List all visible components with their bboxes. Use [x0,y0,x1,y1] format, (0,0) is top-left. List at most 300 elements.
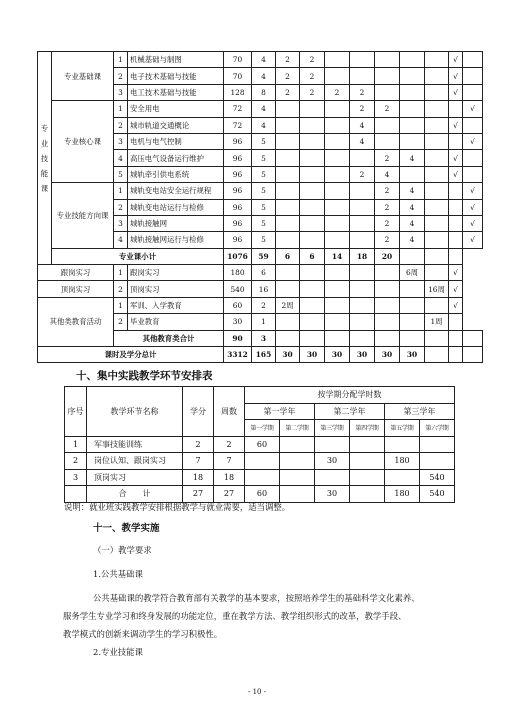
table-cell [350,183,375,199]
table-cell: 18 [183,469,214,486]
table-cell [463,52,483,68]
table-cell: 2 [375,199,400,215]
table-cell [300,265,325,281]
table-cell: 180 [224,265,252,281]
table2-header-row-1 [65,387,455,404]
table-cell: 3 [114,84,128,100]
table-cell [420,436,455,453]
header-name: 教学环节名称 [87,387,183,437]
table-cell [300,199,325,215]
table-cell [325,166,350,182]
table-cell [463,330,483,346]
other-total-label: 其他教育类合计 [114,330,224,346]
table-cell [276,166,300,182]
table-cell [375,281,400,297]
practice-name: 岗位认知、跟岗实习 [87,453,183,470]
course-name: 城轨接触网运行与检修 [128,232,224,248]
subtotal-row [38,248,483,264]
table-cell [325,232,350,248]
table-cell [325,68,350,84]
table-cell [276,199,300,215]
table-cell [400,297,425,313]
table-cell [449,232,463,248]
table-cell [300,183,325,199]
table-cell [425,232,449,248]
header-term-2: 第二学期 [280,420,315,437]
table-cell: 18 [214,469,245,486]
table-cell [276,265,300,281]
table-cell: 3 [114,133,128,149]
table-cell [325,133,350,149]
table-cell [300,297,325,313]
table-cell [325,265,350,281]
table-cell [300,117,325,133]
table-cell [400,84,425,100]
table-cell [375,314,400,330]
table-cell: 96 [224,232,252,248]
table-cell: 1 [114,52,128,68]
table-cell [300,101,325,117]
table-cell [350,199,375,215]
table-cell [276,232,300,248]
table-cell: √ [449,150,463,166]
table-cell [425,166,449,182]
other-row [38,297,483,313]
table2-row [65,453,455,470]
table-cell: √ [463,133,483,149]
table-cell: √ [449,297,463,313]
table-cell: 70 [224,52,252,68]
table-cell: √ [463,101,483,117]
table-cell [350,281,375,297]
table-cell: 5 [252,215,276,231]
table-cell: 2 [375,215,400,231]
table-cell [449,215,463,231]
course-plan-table [37,51,483,363]
table-cell [276,183,300,199]
table-cell: 96 [224,166,252,182]
table-cell [350,330,375,346]
course-name: 城轨变电站运行与检修 [128,199,224,215]
table-cell [385,436,420,453]
table-cell: 30 [300,347,325,363]
table-cell: 1 [65,436,87,453]
table-cell [276,150,300,166]
table-cell: 30 [224,314,252,330]
table-cell: 2 [375,150,400,166]
table-cell: 72 [224,117,252,133]
table-cell [276,133,300,149]
table-row [38,101,483,117]
course-name: 军训、入学教育 [128,297,224,313]
table-cell [425,183,449,199]
table-cell: 2 [325,84,350,100]
table-cell: 2 [114,199,128,215]
course-name: 城市轨道交通概论 [128,117,224,133]
table-cell: 4 [252,117,276,133]
course-name: 城轨牵引供电系统 [128,166,224,182]
table-cell [280,486,315,503]
table-cell: 6周 [400,265,425,281]
table-cell: 16 [252,281,276,297]
header-term-5: 第五学期 [385,420,420,437]
table-cell: 2 [350,84,375,100]
table-cell: 7 [183,453,214,470]
table-cell: 1076 [224,248,252,264]
table-cell [350,297,375,313]
item-title-public: 1.公共基础课 [93,569,143,579]
table-cell: √ [449,84,463,100]
table-cell [350,52,375,68]
table-cell: 4 [375,166,400,182]
table-cell [449,199,463,215]
header-term-6: 第六学期 [420,420,455,437]
table-cell [276,117,300,133]
table-cell [280,453,315,470]
table-cell: 96 [224,183,252,199]
table-cell [449,347,463,363]
table-cell [350,265,375,281]
table-cell: 4 [400,232,425,248]
table-cell: 5 [114,166,128,182]
table-cell: 2 [214,436,245,453]
table-cell [350,469,385,486]
table-cell: 2 [276,84,300,100]
table-cell [325,330,350,346]
table-cell [315,469,350,486]
table-cell [280,469,315,486]
grand-total-row [38,347,483,363]
table-cell [350,314,375,330]
table-cell: 72 [224,101,252,117]
table-cell [400,248,425,264]
course-name: 电子技术基础与技能 [128,68,224,84]
table-cell: √ [463,199,483,215]
table-cell: 5 [252,183,276,199]
header-seq: 序号 [65,387,87,437]
table-cell [276,215,300,231]
table-cell [425,84,449,100]
table-cell: 2 [375,232,400,248]
table-cell [449,330,463,346]
table-cell [300,215,325,231]
table-cell: 2 [114,281,128,297]
table-cell: 30 [315,486,350,503]
table-cell: 4 [400,199,425,215]
table-cell [350,150,375,166]
table-cell: 18 [350,248,375,264]
group-other: 其他类教育活动 [38,297,114,346]
table-cell [280,436,315,453]
group-shadow-post: 跟岗实习 [38,265,114,281]
page-number: - 10 - [248,688,267,696]
table-cell: 4 [114,150,128,166]
course-name: 机械基础与制图 [128,52,224,68]
table-cell [400,281,425,297]
group-direction: 专业技能方向课 [52,183,114,249]
table-cell [300,281,325,297]
table-cell: 4 [252,101,276,117]
table-cell [276,101,300,117]
table-cell: 7 [214,453,245,470]
table-cell: 2 [114,68,128,84]
table-cell [400,166,425,182]
table-cell: √ [449,68,463,84]
table-cell [350,68,375,84]
table-cell: 16周 [425,281,449,297]
table-cell [300,150,325,166]
table-cell: 5 [252,232,276,248]
table-cell: 4 [350,133,375,149]
grand-total-label: 课时及学分总计 [38,347,224,363]
table-cell: √ [449,117,463,133]
table-cell [425,265,449,281]
table-cell [425,248,449,264]
table-cell: 2 [183,436,214,453]
course-name: 城轨变电站安全运行规程 [128,183,224,199]
table-cell [375,68,400,84]
table-cell [276,314,300,330]
table-cell [463,166,483,182]
table-cell [325,199,350,215]
table-row [38,183,483,199]
table-cell [425,297,449,313]
table-cell [425,68,449,84]
table-cell: 2 [276,68,300,84]
group-core: 专业核心课 [52,101,114,183]
table-cell [425,330,449,346]
table-cell [315,436,350,453]
group-professional-skill-label: 专业技能课 [40,123,49,193]
table-cell: 60 [224,297,252,313]
header-year-2: 第二学年 [315,403,385,420]
group-foundation: 专业基础课 [52,52,114,101]
table-cell: 4 [252,68,276,84]
table-cell: 5 [252,199,276,215]
header-distribution: 按学期分配学时数 [245,387,455,404]
table-cell: 540 [420,469,455,486]
table-cell: 90 [224,330,252,346]
table-cell: 180 [385,453,420,470]
table-cell: 2 [300,68,325,84]
table-cell [350,453,385,470]
header-year-1: 第一学年 [245,403,315,420]
course-name: 城轨接触网 [128,215,224,231]
table-cell [375,133,400,149]
table-cell [375,330,400,346]
table-cell: 8 [252,84,276,100]
table-cell [463,68,483,84]
table-cell [276,281,300,297]
table-cell [400,314,425,330]
table-cell: √ [449,52,463,68]
table-cell: 1 [114,265,128,281]
table-cell: 96 [224,199,252,215]
table-cell: 4 [400,150,425,166]
table-cell [400,133,425,149]
table-cell: 27 [214,486,245,503]
table-cell [300,133,325,149]
table-cell: √ [449,265,463,281]
course-name: 毕业教育 [128,314,224,330]
table-cell [375,297,400,313]
table-cell: 2 [375,183,400,199]
section-10-title: 十、集中实践教学环节安排表 [76,370,213,382]
table-cell: 30 [375,347,400,363]
table-cell [300,166,325,182]
table2-row [65,436,455,453]
table-cell [325,150,350,166]
course-name: 顶岗实习 [128,281,224,297]
group-top-post: 顶岗实习 [38,281,114,297]
table-cell [425,150,449,166]
table-cell: 5 [252,133,276,149]
table-cell: √ [463,232,483,248]
section-11-title: 十一、教学实施 [93,523,160,534]
paragraph-line: 服务学生专业学习和终身发展的功能定位，重在教学方法、教学组织形式的改革，教学手段、 [63,611,407,621]
table-cell [350,486,385,503]
table-cell: 30 [350,347,375,363]
table-cell [350,215,375,231]
table-cell [276,330,300,346]
table-cell: 3 [65,469,87,486]
table-cell: 1 [114,183,128,199]
table-cell [463,150,483,166]
practice-name: 顶岗实习 [87,469,183,486]
table-cell [350,232,375,248]
table-cell: 96 [224,150,252,166]
table-cell: √ [449,281,463,297]
header-year-3: 第三学年 [385,403,455,420]
course-name: 安全用电 [128,101,224,117]
table-cell [245,469,280,486]
header-term-4: 第四学期 [350,420,385,437]
table-cell: 5 [252,166,276,182]
table-cell [375,84,400,100]
table-cell: 2 [300,84,325,100]
table-cell [425,347,449,363]
table-cell [375,52,400,68]
table-cell: 27 [183,486,214,503]
table-cell: 2 [350,166,375,182]
table-cell: 30 [276,347,300,363]
table-cell [350,436,385,453]
table-cell: 2 [114,314,128,330]
table-cell [400,117,425,133]
table-note: 说明：就业班实践教学安排根据教学与就业需要，适当调整。 [64,502,291,512]
table-cell: 3 [114,215,128,231]
table-cell [449,101,463,117]
table-cell: 6 [276,248,300,264]
table-cell [425,52,449,68]
header-weeks: 周数 [214,387,245,437]
table-cell [325,52,350,68]
table-cell: 2周 [276,297,300,313]
header-term-1: 第一学期 [245,420,280,437]
paragraph-line: 教学模式的创新来调动学生的学习积极性。 [63,629,223,639]
table-cell: √ [449,166,463,182]
table-cell [400,101,425,117]
table-cell: 540 [420,486,455,503]
subsection-title: （一）教学要求 [93,545,152,555]
table-cell [300,314,325,330]
table-cell [449,314,463,330]
table-cell: 2 [276,52,300,68]
table-cell [425,133,449,149]
table-row [38,52,483,68]
table-cell: 4 [400,215,425,231]
table-cell [463,117,483,133]
table-cell [425,215,449,231]
table-cell: 4 [350,117,375,133]
practice-name: 军事技能训练 [87,436,183,453]
group-professional-skill [38,52,52,265]
table-cell: √ [463,183,483,199]
table-cell [449,248,463,264]
table-cell [463,84,483,100]
table-cell [420,453,455,470]
paragraph-line: 公共基础课的教学符合教育部有关教学的基本要求，按照培养学生的基础科学文化素养、 [93,593,420,603]
table-cell: 4 [400,183,425,199]
table-cell: 1 [252,314,276,330]
table-cell: 2 [252,297,276,313]
table-cell: 5 [252,150,276,166]
table-cell: 2 [350,101,375,117]
table-cell: 128 [224,84,252,100]
table-cell [300,330,325,346]
practice-schedule-table [64,386,455,503]
table-cell: 4 [114,232,128,248]
table-cell: 59 [252,248,276,264]
table-cell [375,265,400,281]
table2-total-row [65,486,455,503]
course-name: 电工技术基础与技能 [128,84,224,100]
course-name: 电机与电气控制 [128,133,224,149]
table-cell: 96 [224,133,252,149]
table-cell: 96 [224,215,252,231]
table-cell: 3312 [224,347,252,363]
table-cell [400,330,425,346]
table-cell: 20 [375,248,400,264]
top-post-row [38,281,483,297]
shadow-post-row [38,265,483,281]
table-cell [325,101,350,117]
table-cell [449,133,463,149]
table-cell [325,183,350,199]
table-cell [325,314,350,330]
header-credit: 学分 [183,387,214,437]
table-cell: 14 [325,248,350,264]
table2-row [65,469,455,486]
table-cell: 30 [315,453,350,470]
table-cell [425,101,449,117]
table-cell: 2 [114,117,128,133]
table-cell [463,347,483,363]
table-cell: 1周 [425,314,449,330]
table-cell: 2 [65,453,87,470]
subtotal-label: 专业课小计 [52,248,224,264]
table-cell [400,52,425,68]
table-cell: 165 [252,347,276,363]
table-cell: 4 [252,52,276,68]
course-name: 高压电气设备运行维护 [128,150,224,166]
table-cell [400,68,425,84]
table-cell [449,183,463,199]
header-term-3: 第三学期 [315,420,350,437]
table-cell [375,117,400,133]
table-cell: 180 [385,486,420,503]
table-cell [325,297,350,313]
